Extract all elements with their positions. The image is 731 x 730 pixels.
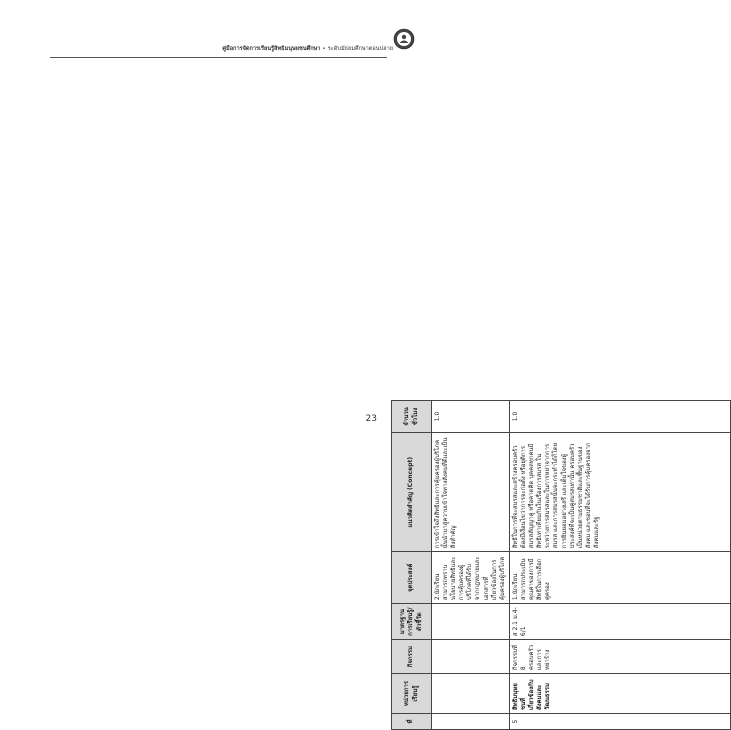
cell-hours: 1.0 <box>432 401 510 433</box>
cell-unit <box>432 674 510 714</box>
cell-no <box>432 714 510 730</box>
page-number: 23 <box>365 414 377 424</box>
table-row <box>510 401 731 730</box>
cell-hours: 1.0 <box>510 401 731 433</box>
header-separator: • <box>322 46 326 52</box>
cell-concept: การเข้าใจถึงสิทธิและการคุ้มครองผู้บริโภคนั้นนำมาสู่ความเข้าใจทางสังคมที่ดีและเป็นสิ่งสำคัญ <box>432 432 510 551</box>
rotated-table-container <box>391 400 731 730</box>
table-header-row <box>392 401 432 730</box>
cell-objective: 2.นักเรียนสามารถทราบนโยบายสิทธิและการคุ้มครองผู้บริโภคที่ได้รับจากกฎหมายและเอกสารที่เกี่ยวข้องในการคุ้มครองผู้บริโภค <box>432 552 510 604</box>
emblem-logo-icon <box>393 28 415 50</box>
cell-concept: สิทธิในการที่จะสมรสและสร้างครอบครัว ต้องมีเงื่อนไขว่าการจะก่อตั้ง หรือยุติการสมรสสัญญาคู่ หรือคาดคิด บุคคลทุกคนมีสิทธิเท่าเทียมกันในเรื่องการสมรส ในระหว่างการสมรสและในการหย่าจากการสมรส และการสมรสนั้นจะกระทำได้ก็โดยการยินยอมอย่างเสรี และเต็มใจของผู้ประสงค์ที่จะเป็นคู่สมรสเท่านั้น ครอบครัวเป็นหน่วยตามธรรมชาติและพื้นฐานของสังคม และชอบที่จะได้รับการคุ้มครองจากสังคมและรัฐ <box>510 432 731 551</box>
table-row <box>432 401 510 730</box>
cell-activity <box>432 640 510 674</box>
column-header: ที่ <box>392 714 432 730</box>
column-header: จำนวนชั่วโมง <box>392 401 432 433</box>
header-title: คู่มือการจัดการเรียนรู้สิทธิมนุษยชนศึกษา <box>222 46 321 52</box>
cell-no: 5 <box>510 714 731 730</box>
header-rule <box>50 57 387 58</box>
column-header: กิจกรรม <box>392 640 432 674</box>
header-subtitle: ระดับมัธยมศึกษาตอนปลาย <box>327 46 393 52</box>
cell-unit: สิทธิมนุษยชนที่เกี่ยวข้องกับสังคมและวัฒนธรรม <box>510 674 731 714</box>
cell-activity: กิจกรรมที่ 8 ครอบครัวและการหย่าร้าง <box>510 640 731 674</box>
column-header: หน่วยการเรียนรู้ <box>392 674 432 714</box>
page-header <box>222 40 393 58</box>
column-header: มาตรฐานการเรียนรู้/ตัวชี้วัด <box>392 604 432 640</box>
cell-objective: 1.นักเรียนสามารถประเมินคุณค่าของการมีสิทธิในการเลือกคู่ครอง <box>510 552 731 604</box>
column-header: จุดประสงค์ <box>392 552 432 604</box>
curriculum-table <box>391 400 731 730</box>
cell-standard <box>432 604 510 640</box>
column-header: แนวคิดสำคัญ (Concept) <box>392 432 432 551</box>
cell-standard: ส 2.1 ม.4-6/1 <box>510 604 731 640</box>
